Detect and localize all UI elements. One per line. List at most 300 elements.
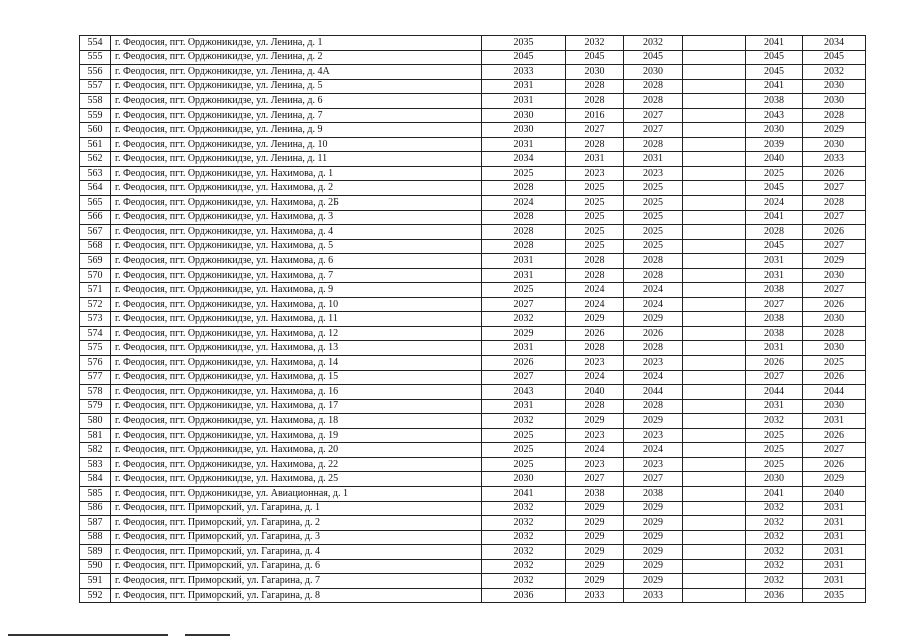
year-cell-4 [683, 559, 746, 574]
address-cell: г. Феодосия, пгт. Орджоникидзе, ул. Нахимова, д. 11 [111, 312, 482, 327]
row-number: 574 [80, 326, 111, 341]
year-cell-4 [683, 50, 746, 65]
year-cell-3: 2024 [624, 443, 683, 458]
year-cell-4 [683, 501, 746, 516]
row-number: 592 [80, 588, 111, 603]
row-number: 582 [80, 443, 111, 458]
year-cell-3: 2024 [624, 283, 683, 298]
year-cell-4 [683, 312, 746, 327]
year-cell-2: 2029 [566, 516, 624, 531]
year-cell-1: 2034 [482, 152, 566, 167]
row-number: 583 [80, 457, 111, 472]
table-row [80, 297, 866, 312]
table-row [80, 370, 866, 385]
year-cell-2: 2026 [566, 326, 624, 341]
address-cell: г. Феодосия, пгт. Приморский, ул. Гагарина, д. 4 [111, 545, 482, 560]
year-cell-2: 2028 [566, 137, 624, 152]
year-cell-5: 2041 [746, 36, 803, 51]
year-cell-4 [683, 297, 746, 312]
year-cell-2: 2029 [566, 414, 624, 429]
table-row [80, 166, 866, 181]
year-cell-3: 2028 [624, 79, 683, 94]
year-cell-5: 2032 [746, 414, 803, 429]
address-cell: г. Феодосия, пгт. Орджоникидзе, ул. Нахимова, д. 18 [111, 414, 482, 429]
year-cell-5: 2032 [746, 516, 803, 531]
year-cell-4 [683, 588, 746, 603]
year-cell-1: 2031 [482, 254, 566, 269]
year-cell-3: 2029 [624, 574, 683, 589]
table-row [80, 268, 866, 283]
year-cell-4 [683, 516, 746, 531]
address-cell: г. Феодосия, пгт. Орджоникидзе, ул. Ленина, д. 7 [111, 108, 482, 123]
year-cell-2: 2033 [566, 588, 624, 603]
year-cell-5: 2041 [746, 210, 803, 225]
year-cell-6: 2030 [803, 268, 866, 283]
table-row [80, 545, 866, 560]
year-cell-4 [683, 283, 746, 298]
year-cell-3: 2024 [624, 297, 683, 312]
year-cell-1: 2031 [482, 341, 566, 356]
year-cell-1: 2025 [482, 428, 566, 443]
year-cell-3: 2029 [624, 545, 683, 560]
row-number: 563 [80, 166, 111, 181]
year-cell-1: 2026 [482, 356, 566, 371]
row-number: 566 [80, 210, 111, 225]
year-cell-5: 2032 [746, 559, 803, 574]
year-cell-3: 2026 [624, 326, 683, 341]
address-cell: г. Феодосия, пгт. Орджоникидзе, ул. Нахимова, д. 20 [111, 443, 482, 458]
table-row [80, 399, 866, 414]
table-row [80, 559, 866, 574]
table-row [80, 414, 866, 429]
table-row [80, 94, 866, 109]
address-cell: г. Феодосия, пгт. Орджоникидзе, ул. Ленина, д. 2 [111, 50, 482, 65]
address-cell: г. Феодосия, пгт. Приморский, ул. Гагарина, д. 6 [111, 559, 482, 574]
year-cell-3: 2033 [624, 588, 683, 603]
year-cell-5: 2041 [746, 486, 803, 501]
year-cell-1: 2032 [482, 414, 566, 429]
year-cell-3: 2028 [624, 137, 683, 152]
year-cell-2: 2030 [566, 65, 624, 80]
table-row [80, 588, 866, 603]
table-row [80, 123, 866, 138]
year-cell-5: 2040 [746, 152, 803, 167]
year-cell-3: 2030 [624, 65, 683, 80]
year-cell-4 [683, 443, 746, 458]
row-number: 575 [80, 341, 111, 356]
row-number: 557 [80, 79, 111, 94]
year-cell-3: 2032 [624, 36, 683, 51]
year-cell-1: 2032 [482, 530, 566, 545]
year-cell-1: 2041 [482, 486, 566, 501]
year-cell-5: 2031 [746, 268, 803, 283]
year-cell-2: 2029 [566, 312, 624, 327]
year-cell-3: 2029 [624, 501, 683, 516]
address-cell: г. Феодосия, пгт. Орджоникидзе, ул. Нахимова, д. 15 [111, 370, 482, 385]
year-cell-6: 2027 [803, 181, 866, 196]
year-cell-1: 2024 [482, 196, 566, 211]
year-cell-5: 2039 [746, 137, 803, 152]
address-cell: г. Феодосия, пгт. Орджоникидзе, ул. Ленина, д. 1 [111, 36, 482, 51]
table-row [80, 356, 866, 371]
year-cell-4 [683, 181, 746, 196]
year-cell-4 [683, 486, 746, 501]
address-cell: г. Феодосия, пгт. Орджоникидзе, ул. Ленина, д. 5 [111, 79, 482, 94]
table-row [80, 210, 866, 225]
year-cell-6: 2028 [803, 108, 866, 123]
year-cell-5: 2024 [746, 196, 803, 211]
year-cell-6: 2028 [803, 326, 866, 341]
year-cell-3: 2025 [624, 196, 683, 211]
year-cell-5: 2030 [746, 472, 803, 487]
year-cell-2: 2025 [566, 239, 624, 254]
address-cell: г. Феодосия, пгт. Орджоникидзе, ул. Ленина, д. 9 [111, 123, 482, 138]
year-cell-6: 2030 [803, 399, 866, 414]
schedule-table [79, 35, 866, 603]
row-number: 588 [80, 530, 111, 545]
row-number: 579 [80, 399, 111, 414]
year-cell-2: 2045 [566, 50, 624, 65]
year-cell-1: 2031 [482, 137, 566, 152]
year-cell-4 [683, 108, 746, 123]
row-number: 589 [80, 545, 111, 560]
year-cell-5: 2027 [746, 297, 803, 312]
year-cell-6: 2027 [803, 210, 866, 225]
year-cell-6: 2031 [803, 414, 866, 429]
year-cell-5: 2031 [746, 341, 803, 356]
year-cell-6: 2029 [803, 123, 866, 138]
year-cell-3: 2023 [624, 356, 683, 371]
address-cell: г. Феодосия, пгт. Орджоникидзе, ул. Ленина, д. 11 [111, 152, 482, 167]
year-cell-4 [683, 428, 746, 443]
year-cell-6: 2027 [803, 239, 866, 254]
table-row [80, 341, 866, 356]
year-cell-5: 2038 [746, 326, 803, 341]
year-cell-6: 2026 [803, 428, 866, 443]
year-cell-6: 2026 [803, 166, 866, 181]
year-cell-2: 2028 [566, 94, 624, 109]
year-cell-4 [683, 370, 746, 385]
row-number: 580 [80, 414, 111, 429]
table-row [80, 36, 866, 51]
year-cell-5: 2025 [746, 428, 803, 443]
year-cell-3: 2023 [624, 428, 683, 443]
year-cell-2: 2028 [566, 341, 624, 356]
year-cell-5: 2026 [746, 356, 803, 371]
year-cell-1: 2031 [482, 268, 566, 283]
year-cell-3: 2024 [624, 370, 683, 385]
year-cell-1: 2030 [482, 108, 566, 123]
year-cell-6: 2031 [803, 516, 866, 531]
year-cell-3: 2045 [624, 50, 683, 65]
table-body [80, 36, 866, 603]
address-cell: г. Феодосия, пгт. Орджоникидзе, ул. Нахимова, д. 14 [111, 356, 482, 371]
footer-rule-mid [185, 634, 230, 636]
address-cell: г. Феодосия, пгт. Орджоникидзе, ул. Нахимова, д. 1 [111, 166, 482, 181]
year-cell-6: 2031 [803, 545, 866, 560]
year-cell-6: 2032 [803, 65, 866, 80]
address-cell: г. Феодосия, пгт. Приморский, ул. Гагарина, д. 1 [111, 501, 482, 516]
year-cell-1: 2030 [482, 472, 566, 487]
year-cell-5: 2043 [746, 108, 803, 123]
year-cell-6: 2027 [803, 443, 866, 458]
year-cell-6: 2028 [803, 196, 866, 211]
year-cell-2: 2024 [566, 283, 624, 298]
year-cell-1: 2027 [482, 297, 566, 312]
row-number: 564 [80, 181, 111, 196]
year-cell-1: 2025 [482, 457, 566, 472]
year-cell-4 [683, 341, 746, 356]
year-cell-2: 2024 [566, 370, 624, 385]
year-cell-3: 2028 [624, 254, 683, 269]
year-cell-2: 2028 [566, 79, 624, 94]
year-cell-6: 2026 [803, 297, 866, 312]
year-cell-6: 2031 [803, 574, 866, 589]
address-cell: г. Феодосия, пгт. Орджоникидзе, ул. Нахимова, д. 16 [111, 385, 482, 400]
address-cell: г. Феодосия, пгт. Орджоникидзе, ул. Нахимова, д. 5 [111, 239, 482, 254]
address-cell: г. Феодосия, пгт. Орджоникидзе, ул. Нахимова, д. 13 [111, 341, 482, 356]
year-cell-3: 2025 [624, 239, 683, 254]
year-cell-1: 2035 [482, 36, 566, 51]
year-cell-6: 2031 [803, 501, 866, 516]
year-cell-3: 2025 [624, 225, 683, 240]
address-cell: г. Феодосия, пгт. Орджоникидзе, ул. Нахимова, д. 4 [111, 225, 482, 240]
year-cell-5: 2038 [746, 283, 803, 298]
year-cell-2: 2040 [566, 385, 624, 400]
year-cell-6: 2026 [803, 457, 866, 472]
table-row [80, 486, 866, 501]
row-number: 565 [80, 196, 111, 211]
year-cell-1: 2036 [482, 588, 566, 603]
year-cell-2: 2023 [566, 166, 624, 181]
year-cell-4 [683, 574, 746, 589]
address-cell: г. Феодосия, пгт. Орджоникидзе, ул. Нахимова, д. 7 [111, 268, 482, 283]
year-cell-3: 2029 [624, 312, 683, 327]
address-cell: г. Феодосия, пгт. Орджоникидзе, ул. Авиационная, д. 1 [111, 486, 482, 501]
year-cell-2: 2029 [566, 545, 624, 560]
row-number: 571 [80, 283, 111, 298]
table-row [80, 501, 866, 516]
year-cell-3: 2027 [624, 108, 683, 123]
row-number: 584 [80, 472, 111, 487]
row-number: 572 [80, 297, 111, 312]
year-cell-3: 2023 [624, 166, 683, 181]
year-cell-1: 2032 [482, 501, 566, 516]
year-cell-2: 2016 [566, 108, 624, 123]
year-cell-2: 2031 [566, 152, 624, 167]
year-cell-1: 2031 [482, 79, 566, 94]
year-cell-1: 2028 [482, 181, 566, 196]
table-row [80, 574, 866, 589]
row-number: 577 [80, 370, 111, 385]
row-number: 581 [80, 428, 111, 443]
year-cell-5: 2032 [746, 530, 803, 545]
row-number: 561 [80, 137, 111, 152]
year-cell-3: 2025 [624, 210, 683, 225]
address-cell: г. Феодосия, пгт. Орджоникидзе, ул. Нахимова, д. 12 [111, 326, 482, 341]
year-cell-4 [683, 225, 746, 240]
year-cell-4 [683, 123, 746, 138]
year-cell-3: 2027 [624, 472, 683, 487]
year-cell-6: 2029 [803, 254, 866, 269]
year-cell-5: 2031 [746, 399, 803, 414]
year-cell-4 [683, 137, 746, 152]
address-cell: г. Феодосия, пгт. Орджоникидзе, ул. Ленина, д. 4А [111, 65, 482, 80]
row-number: 586 [80, 501, 111, 516]
year-cell-4 [683, 385, 746, 400]
year-cell-1: 2045 [482, 50, 566, 65]
year-cell-3: 2029 [624, 516, 683, 531]
year-cell-4 [683, 268, 746, 283]
year-cell-6: 2027 [803, 283, 866, 298]
row-number: 558 [80, 94, 111, 109]
row-number: 576 [80, 356, 111, 371]
table-row [80, 239, 866, 254]
year-cell-5: 2032 [746, 545, 803, 560]
year-cell-4 [683, 239, 746, 254]
year-cell-5: 2044 [746, 385, 803, 400]
year-cell-1: 2033 [482, 65, 566, 80]
year-cell-5: 2041 [746, 79, 803, 94]
year-cell-1: 2031 [482, 94, 566, 109]
table-row [80, 225, 866, 240]
table-row [80, 326, 866, 341]
address-cell: г. Феодосия, пгт. Орджоникидзе, ул. Ленина, д. 10 [111, 137, 482, 152]
year-cell-1: 2032 [482, 516, 566, 531]
table-row [80, 457, 866, 472]
table-row [80, 196, 866, 211]
address-cell: г. Феодосия, пгт. Приморский, ул. Гагарина, д. 2 [111, 516, 482, 531]
year-cell-4 [683, 152, 746, 167]
year-cell-6: 2033 [803, 152, 866, 167]
year-cell-4 [683, 530, 746, 545]
row-number: 585 [80, 486, 111, 501]
year-cell-5: 2031 [746, 254, 803, 269]
year-cell-4 [683, 94, 746, 109]
year-cell-3: 2028 [624, 341, 683, 356]
year-cell-1: 2025 [482, 166, 566, 181]
year-cell-6: 2045 [803, 50, 866, 65]
year-cell-4 [683, 356, 746, 371]
row-number: 590 [80, 559, 111, 574]
address-cell: г. Феодосия, пгт. Орджоникидзе, ул. Ленина, д. 6 [111, 94, 482, 109]
table-row [80, 152, 866, 167]
row-number: 569 [80, 254, 111, 269]
year-cell-6: 2030 [803, 341, 866, 356]
year-cell-6: 2044 [803, 385, 866, 400]
year-cell-3: 2029 [624, 530, 683, 545]
table-row [80, 254, 866, 269]
table-row [80, 137, 866, 152]
address-cell: г. Феодосия, пгт. Орджоникидзе, ул. Нахимова, д. 2 [111, 181, 482, 196]
address-cell: г. Феодосия, пгт. Орджоникидзе, ул. Нахимова, д. 25 [111, 472, 482, 487]
year-cell-5: 2028 [746, 225, 803, 240]
address-cell: г. Феодосия, пгт. Приморский, ул. Гагарина, д. 3 [111, 530, 482, 545]
year-cell-3: 2023 [624, 457, 683, 472]
year-cell-5: 2038 [746, 312, 803, 327]
address-cell: г. Феодосия, пгт. Орджоникидзе, ул. Нахимова, д. 9 [111, 283, 482, 298]
year-cell-3: 2028 [624, 399, 683, 414]
table-row [80, 108, 866, 123]
year-cell-3: 2029 [624, 559, 683, 574]
year-cell-5: 2045 [746, 181, 803, 196]
year-cell-1: 2028 [482, 225, 566, 240]
year-cell-3: 2038 [624, 486, 683, 501]
year-cell-2: 2025 [566, 196, 624, 211]
year-cell-3: 2044 [624, 385, 683, 400]
year-cell-1: 2028 [482, 210, 566, 225]
year-cell-6: 2026 [803, 225, 866, 240]
year-cell-2: 2028 [566, 268, 624, 283]
year-cell-2: 2025 [566, 181, 624, 196]
row-number: 556 [80, 65, 111, 80]
year-cell-4 [683, 254, 746, 269]
table-row [80, 79, 866, 94]
table-row [80, 530, 866, 545]
table-row [80, 283, 866, 298]
year-cell-1: 2031 [482, 399, 566, 414]
year-cell-2: 2028 [566, 399, 624, 414]
footer-rule-left [8, 634, 168, 636]
year-cell-5: 2045 [746, 65, 803, 80]
year-cell-3: 2028 [624, 268, 683, 283]
year-cell-5: 2027 [746, 370, 803, 385]
year-cell-6: 2030 [803, 79, 866, 94]
year-cell-2: 2029 [566, 530, 624, 545]
year-cell-4 [683, 457, 746, 472]
year-cell-5: 2025 [746, 443, 803, 458]
year-cell-1: 2032 [482, 559, 566, 574]
year-cell-1: 2032 [482, 545, 566, 560]
year-cell-2: 2027 [566, 123, 624, 138]
year-cell-4 [683, 79, 746, 94]
year-cell-5: 2032 [746, 501, 803, 516]
address-cell: г. Феодосия, пгт. Орджоникидзе, ул. Нахимова, д. 19 [111, 428, 482, 443]
year-cell-2: 2029 [566, 501, 624, 516]
year-cell-1: 2043 [482, 385, 566, 400]
table-row [80, 312, 866, 327]
year-cell-5: 2025 [746, 166, 803, 181]
year-cell-2: 2029 [566, 574, 624, 589]
year-cell-6: 2029 [803, 472, 866, 487]
year-cell-1: 2027 [482, 370, 566, 385]
row-number: 573 [80, 312, 111, 327]
year-cell-6: 2030 [803, 312, 866, 327]
row-number: 554 [80, 36, 111, 51]
year-cell-6: 2034 [803, 36, 866, 51]
year-cell-5: 2038 [746, 94, 803, 109]
table-row [80, 181, 866, 196]
address-cell: г. Феодосия, пгт. Орджоникидзе, ул. Нахимова, д. 17 [111, 399, 482, 414]
year-cell-6: 2040 [803, 486, 866, 501]
address-cell: г. Феодосия, пгт. Орджоникидзе, ул. Нахимова, д. 6 [111, 254, 482, 269]
year-cell-5: 2045 [746, 239, 803, 254]
year-cell-2: 2024 [566, 443, 624, 458]
year-cell-6: 2030 [803, 137, 866, 152]
year-cell-3: 2028 [624, 94, 683, 109]
year-cell-4 [683, 36, 746, 51]
year-cell-2: 2025 [566, 210, 624, 225]
year-cell-6: 2025 [803, 356, 866, 371]
year-cell-1: 2032 [482, 574, 566, 589]
year-cell-4 [683, 545, 746, 560]
year-cell-3: 2031 [624, 152, 683, 167]
year-cell-3: 2029 [624, 414, 683, 429]
table-row [80, 65, 866, 80]
row-number: 567 [80, 225, 111, 240]
year-cell-4 [683, 399, 746, 414]
year-cell-2: 2028 [566, 254, 624, 269]
